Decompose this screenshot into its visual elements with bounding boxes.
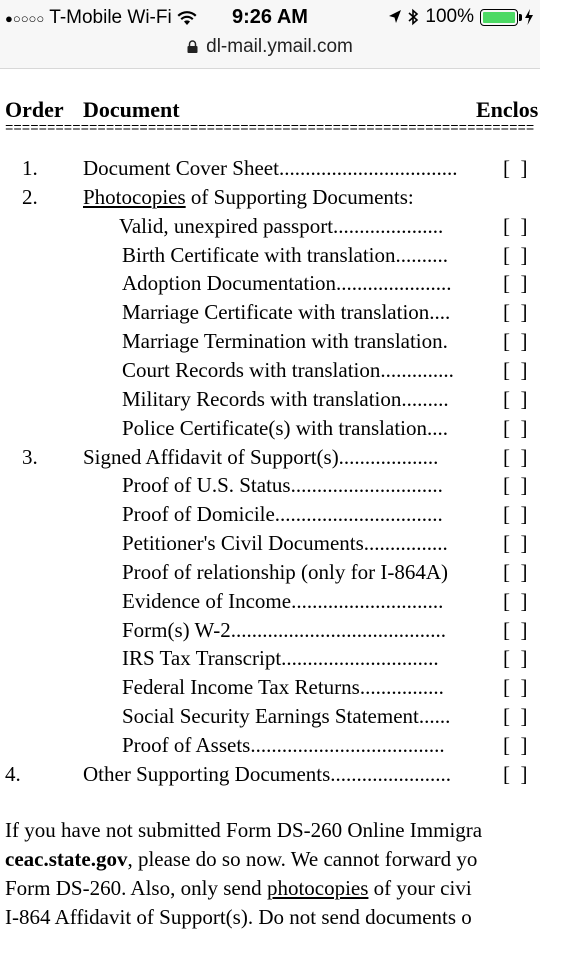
row-label: Military Records with translation......... [122,386,449,411]
checklist-row [0,733,540,762]
checklist-row [0,502,540,531]
row-label: Proof of relationship (only for I-864A) [122,559,449,584]
checklist-row [0,214,540,243]
row-number: 2. [22,184,38,209]
document-content [0,68,540,960]
row-number: 1. [22,156,38,180]
checklist-row [0,560,540,589]
photocopies-underlined: Photocopies [83,184,186,209]
row-label: Adoption Documentation...................... [122,271,452,296]
checklist-row [0,416,540,445]
battery-level [483,12,515,23]
enclosed-checkbox: [ ] [503,704,528,729]
enclosed-checkbox: [ ] [503,329,528,354]
status-right [388,6,534,28]
enclosed-checkbox: [ ] [503,213,528,238]
signal-strength-icon: ●○○○○ [5,10,45,26]
enclosed-checkbox: [ ] [503,415,528,440]
battery-percent: 100% [425,6,474,27]
enclosed-checkbox: [ ] [503,588,528,613]
row-label: Police Certificate(s) with translation.... [122,415,448,440]
checklist-row [0,156,540,185]
checklist-row [0,618,540,647]
checklist-row [0,473,540,502]
status-time: 9:26 AM [232,6,308,28]
row-label: Document Cover Sheet.................................. [83,156,458,180]
ceac-link-text[interactable]: ceac.state.gov [5,847,128,871]
row-label: Court Records with translation.............. [122,357,454,382]
header-order: Order [5,97,64,122]
enclosed-checkbox: [ ] [503,761,528,786]
enclosed-checkbox: [ ] [503,473,528,498]
row-label: Proof of Assets..................................... [122,733,445,757]
bluetooth-icon [408,8,419,26]
url-text: dl-mail.ymail.com [206,36,353,57]
row-label: Other Supporting Documents....................... [83,761,452,786]
checklist-row [0,675,540,704]
instructions-paragraph: If you have not submitted Form DS-260 Online Immigra ceac.state.gov, please do so now. We cannot forward yo Form DS-260. Also, only send photocopies of your civi I-864 Affidavit of Support(s). Do not send documents o [5,818,483,929]
checklist-row [0,387,540,416]
row-number: 3. [22,444,38,469]
row-label: Social Security Earnings Statement...... [122,704,451,729]
double-rule-divider: =============================================================== [5,121,535,137]
photocopies-underlined: photocopies [266,876,369,900]
row-label: Signed Affidavit of Support(s)................... [83,444,439,469]
charging-bolt-icon [524,9,534,25]
row-label: Proof of U.S. Status............................. [122,473,443,498]
row-label: Birth Certificate with translation.......... [122,242,449,267]
enclosed-checkbox: [ ] [503,559,528,584]
enclosed-checkbox: [ ] [503,502,528,527]
row-label: Proof of Domicile................................ [122,502,443,527]
checklist-row [0,243,540,272]
address-bar[interactable] [0,36,540,69]
enclosed-checkbox: [ ] [503,617,528,642]
enclosed-checkbox: [ ] [503,531,528,556]
checklist-row [0,762,540,791]
checklist-row [0,271,540,300]
carrier-name: T-Mobile Wi-Fi [49,7,172,28]
status-bar [0,0,540,36]
row-label: Federal Income Tax Returns................ [122,675,444,700]
checklist-row [0,646,540,675]
enclosed-checkbox: [ ] [503,646,528,671]
checklist-row [0,329,540,358]
location-arrow-icon [388,9,402,25]
row-label: Evidence of Income............................. [122,588,444,613]
row-label: Form(s) W-2......................................... [122,617,446,642]
header-enclosed: Enclos [476,97,539,122]
enclosed-checkbox: [ ] [503,242,528,267]
enclosed-checkbox: [ ] [503,271,528,296]
header-document: Document [83,97,180,122]
enclosed-checkbox: [ ] [503,386,528,411]
checklist-row [0,358,540,387]
row-label: IRS Tax Transcript.............................. [122,646,439,671]
enclosed-checkbox: [ ] [503,675,528,700]
checklist-row [0,445,540,474]
enclosed-checkbox: [ ] [503,444,528,469]
row-label: Valid, unexpired passport..................... [119,213,444,238]
enclosed-checkbox: [ ] [503,156,528,180]
checklist-row [0,531,540,560]
checklist-row [0,589,540,618]
checklist-row [0,185,540,214]
row-label: Photocopies of Supporting Documents: [83,184,414,209]
checklist-row [0,300,540,329]
enclosed-checkbox: [ ] [503,357,528,382]
row-number: 4. [5,761,21,786]
checklist-row [0,704,540,733]
row-label: Petitioner's Civil Documents................ [122,531,448,556]
battery-icon [480,9,518,26]
lock-icon [187,40,198,53]
enclosed-checkbox: [ ] [503,300,528,325]
enclosed-checkbox: [ ] [503,733,528,757]
row-label: Marriage Termination with translation. [122,329,448,354]
row-label: Marriage Certificate with translation.... [122,300,451,325]
